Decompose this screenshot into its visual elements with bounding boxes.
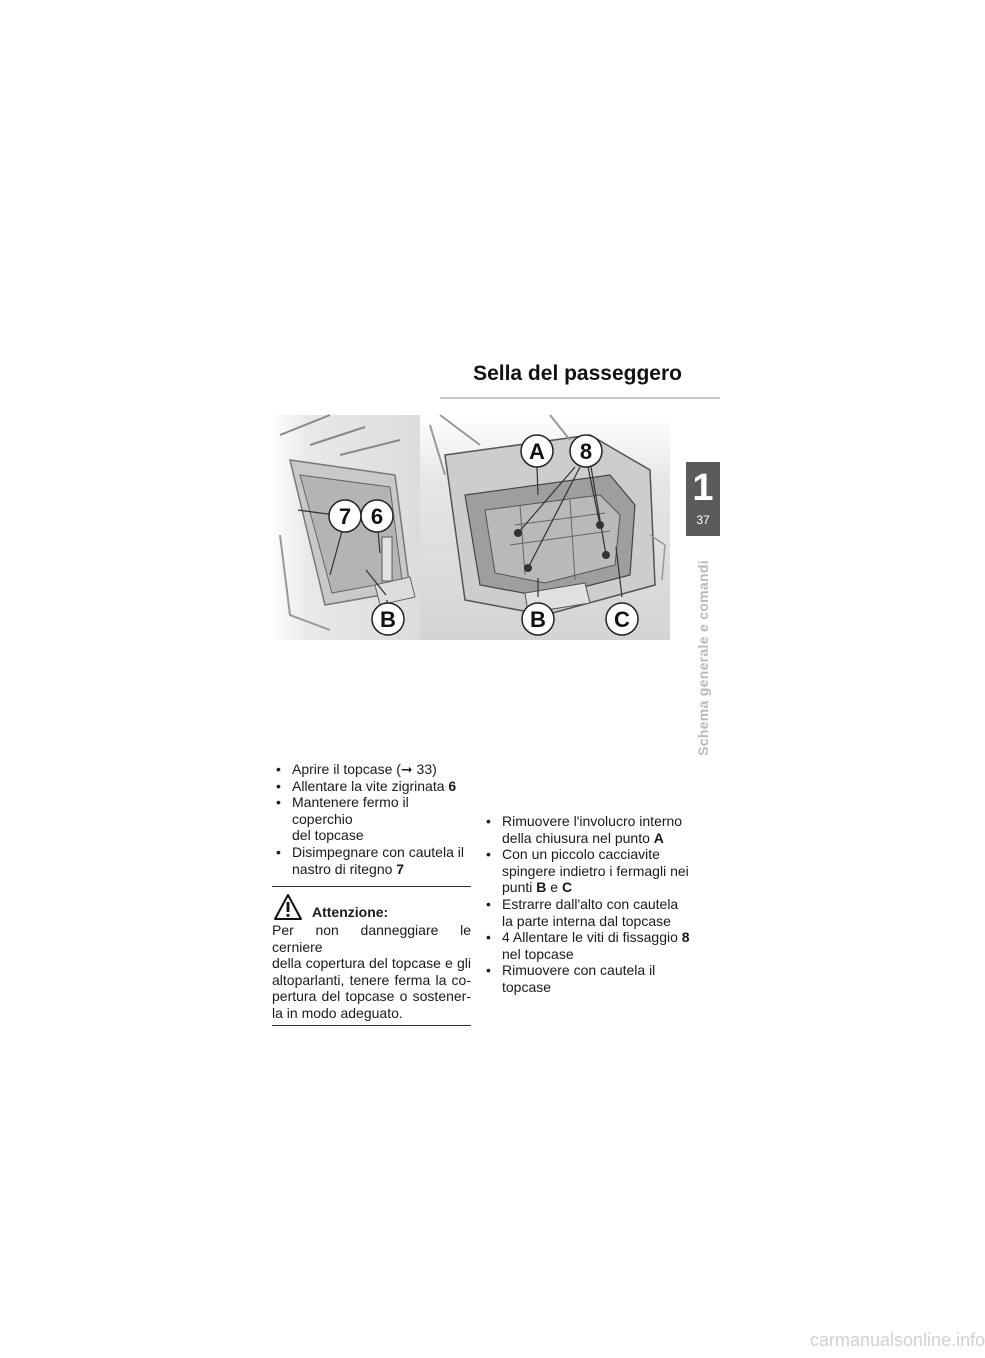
callout-8: [570, 435, 602, 467]
callout-7-label: 7: [338, 504, 352, 529]
list-item-text: Allentare la vite zigrinata: [292, 777, 449, 794]
callout-b-left: [372, 603, 404, 635]
list-item: [482, 846, 692, 896]
list-item-text: e: [546, 879, 562, 896]
callout-a: [521, 435, 553, 467]
callout-b-right-label: B: [530, 607, 546, 632]
callout-a-label: A: [529, 439, 545, 464]
list-item-text: • Rimuovere l'involucro interno: [502, 813, 683, 829]
chapter-tab: [686, 462, 720, 536]
chapter-side-label: Schema generale e comandi: [695, 560, 711, 756]
list-item-text: topcase: [502, 978, 552, 995]
callout-6: [361, 500, 393, 532]
warning-line: della copertura del topcase e gli: [272, 955, 471, 972]
callout-c-label: C: [614, 607, 630, 632]
list-item-text: della chiusura nel punto: [502, 829, 654, 846]
warning-icon: [273, 893, 303, 921]
list-item-text: 4 Allentare le viti di fissaggio: [502, 929, 682, 946]
warning-line: altoparlanti, tenere ferma la co-: [272, 971, 471, 988]
list-item-text: la parte interna dal topcase: [502, 912, 671, 929]
list-item-text: • Rimuovere con cautela il: [502, 962, 656, 979]
ref-label: C: [561, 879, 573, 896]
list-item: [482, 962, 692, 995]
list-item: [272, 794, 472, 844]
list-item: [272, 761, 472, 778]
left-column: [272, 761, 472, 877]
chapter-number: 1: [692, 467, 714, 509]
topcase-illustration: [270, 415, 670, 655]
list-item: [482, 813, 692, 846]
list-item-text: • Mantenere fermo il coperchio: [292, 794, 409, 827]
ref-label: B: [536, 879, 547, 896]
list-item-text: nel topcase: [502, 945, 574, 962]
list-item-text: • Disimpegnare con cautela il: [292, 843, 464, 860]
callout-7: [329, 500, 361, 532]
page-title: Sella del passeggero: [473, 362, 682, 385]
callout-6-label: 6: [370, 504, 384, 529]
warning-box: [272, 886, 471, 1026]
callout-b-right: [522, 603, 554, 635]
footer-watermark: carmanualsonline.info: [810, 1330, 985, 1350]
warning-line: Per non danneggiare le cerniere: [272, 922, 471, 955]
list-item: [482, 896, 692, 929]
list-item-text: Aprire il topcase (➞ 33): [292, 761, 437, 777]
list-item: [272, 844, 472, 877]
ref-label: 8: [681, 929, 690, 946]
list-item-text: spingere indietro i fermagli nei: [502, 862, 689, 879]
topcase-drawing: [270, 415, 670, 655]
list-item-text: del topcase: [292, 827, 364, 844]
ref-label: 6: [448, 777, 457, 794]
list-item: [482, 929, 692, 962]
list-item-text: punti: [502, 879, 537, 896]
callout-b-left-label: B: [380, 607, 396, 632]
ref-label: A: [653, 829, 664, 846]
title-rule: [440, 397, 720, 399]
list-item: [272, 778, 472, 795]
callout-c: [606, 603, 638, 635]
page-number: 37: [696, 513, 710, 527]
list-item-text: nastro di ritegno: [292, 860, 397, 877]
callout-8-label: 8: [579, 439, 593, 464]
warning-text: [272, 922, 471, 1022]
ref-label: 7: [396, 860, 405, 877]
warning-line: pertura del topcase o sostener-: [272, 988, 471, 1005]
right-column: [482, 813, 692, 996]
list-item-text: • Estrarre dall'alto con cautela: [502, 895, 679, 912]
warning-title: Attenzione:: [312, 904, 389, 920]
warning-line: la in modo adeguato.: [272, 1004, 403, 1021]
list-item-text: • Con un piccolo cacciavite: [502, 846, 660, 863]
